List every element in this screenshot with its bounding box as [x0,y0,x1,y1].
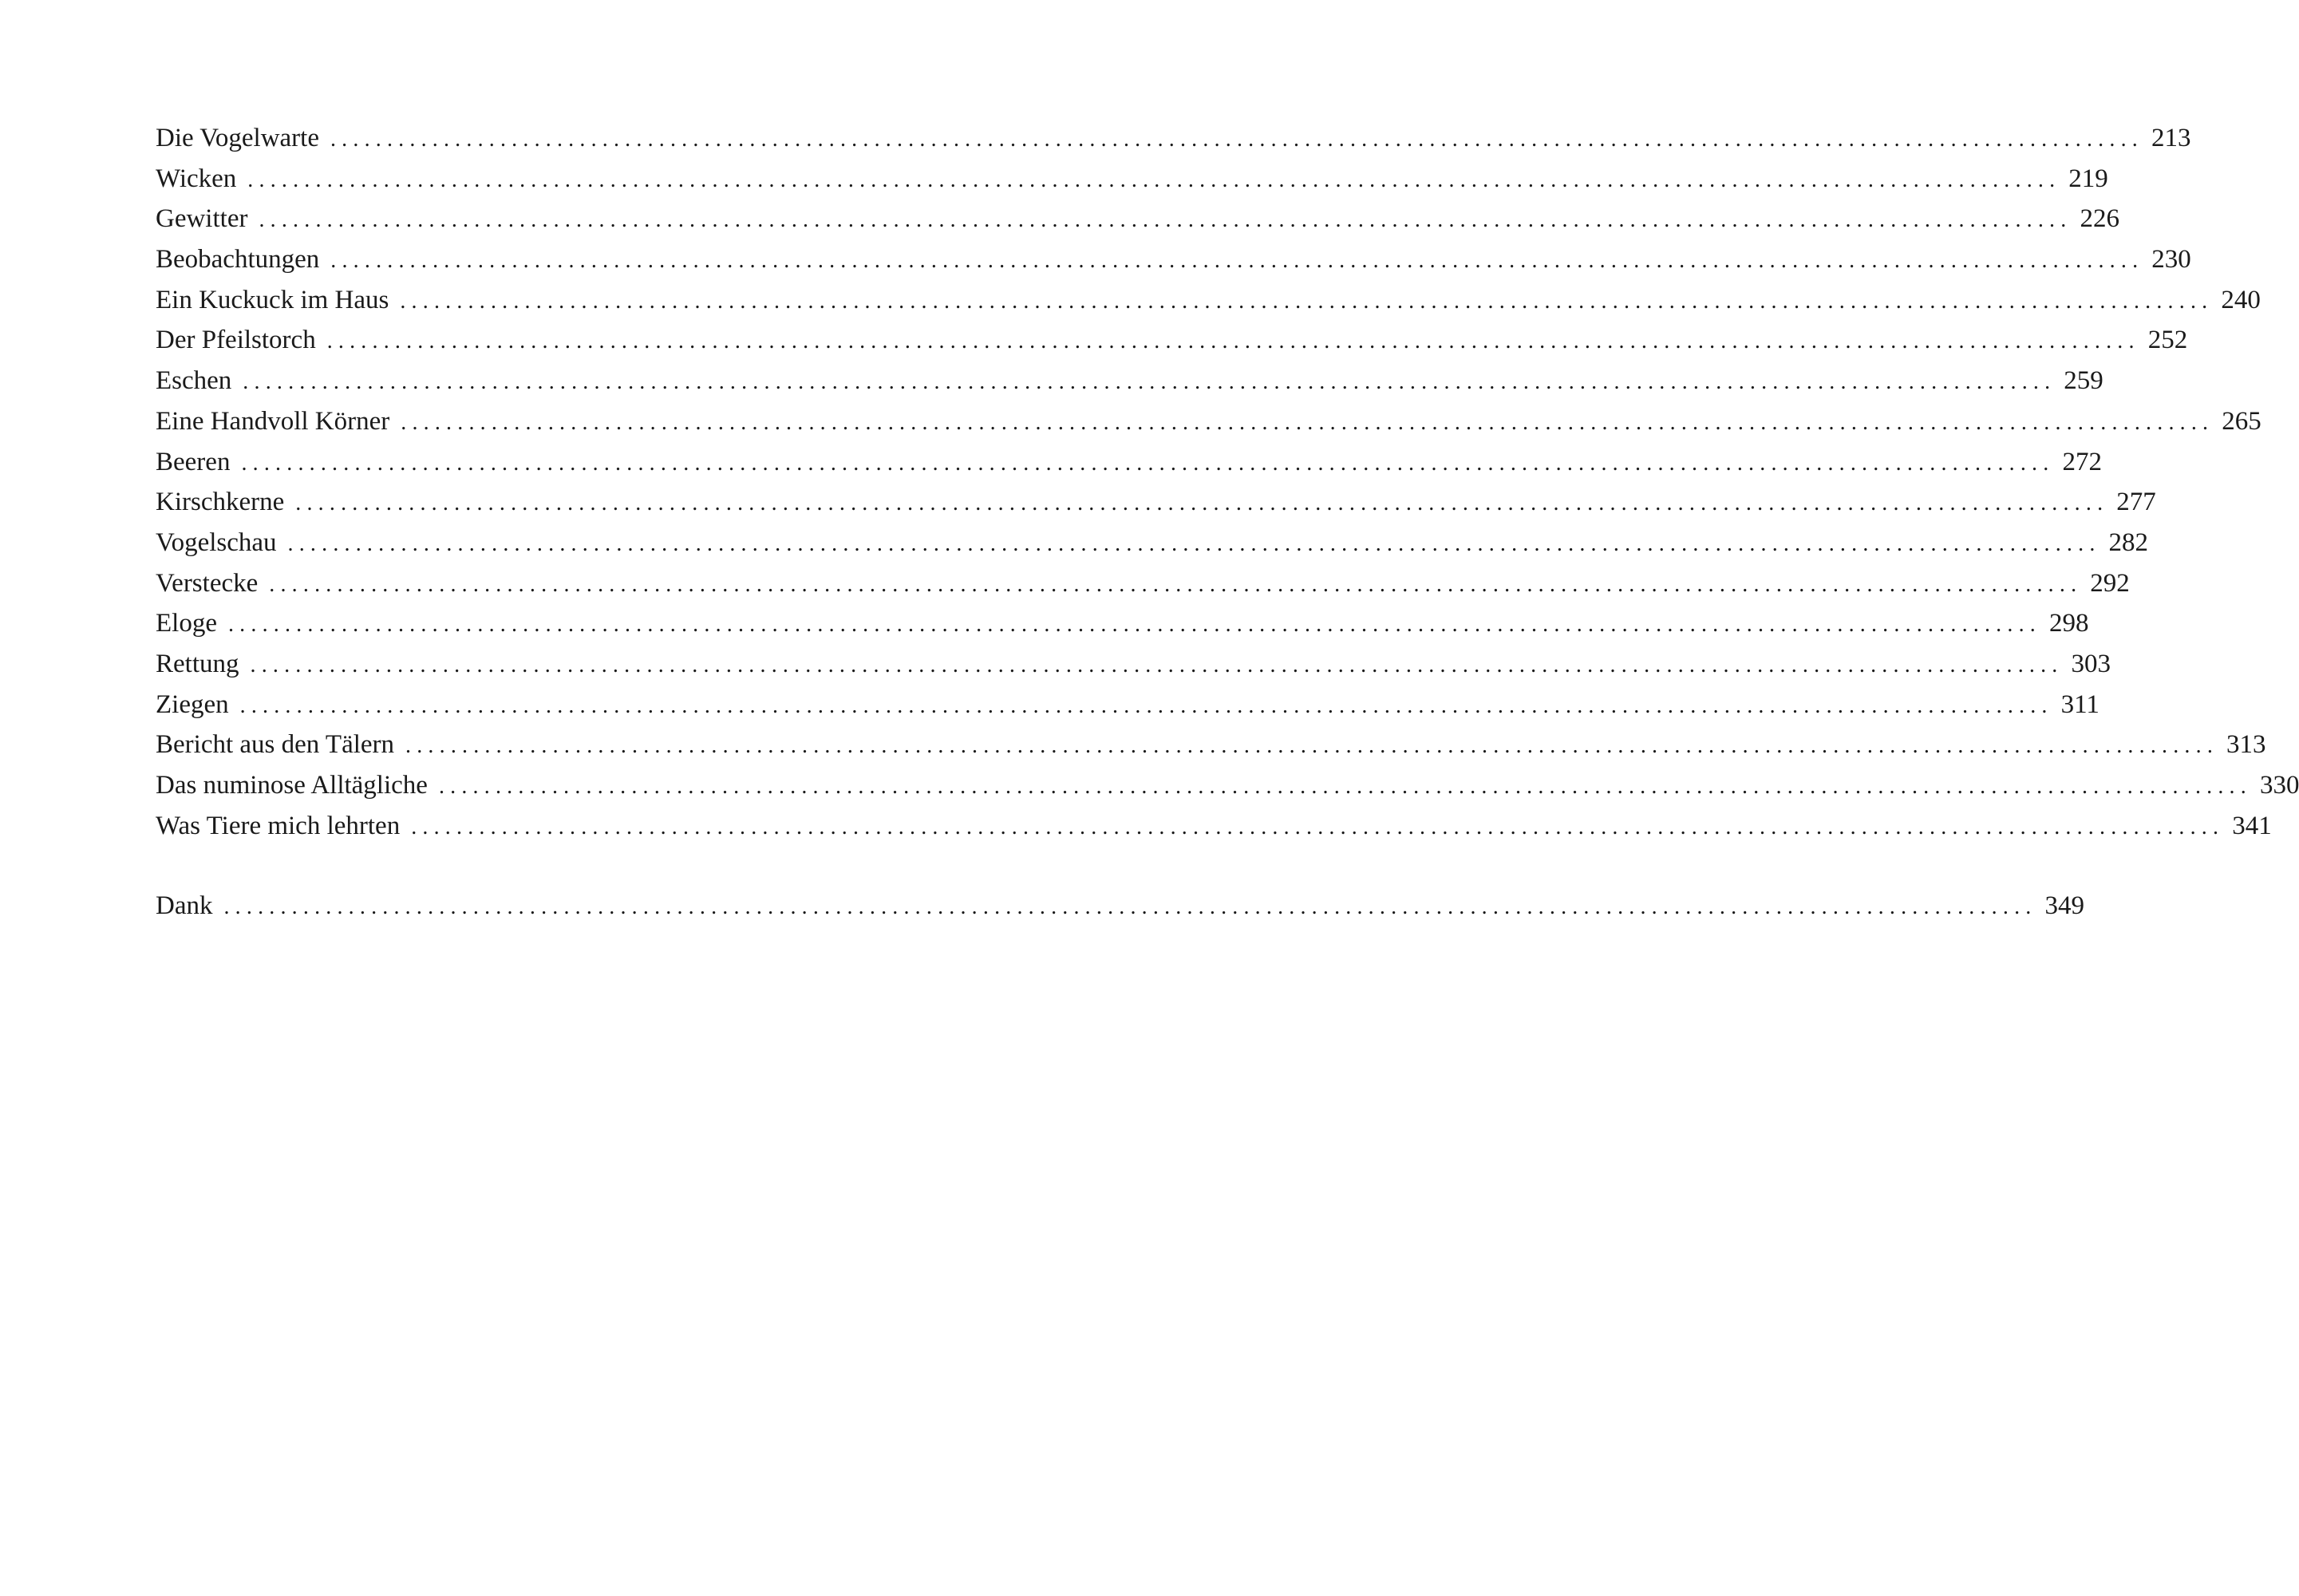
dot-leader: ................................................................................................................................................................ [287,531,2101,556]
toc-entry-page: 226 [2080,204,2119,234]
dot-leader: ................................................................................................................................................................ [295,491,2109,516]
toc-entry-page: 292 [2090,568,2130,598]
dot-leader: ................................................................................................................................................................ [223,895,2037,920]
toc-entry-back-matter[interactable] [156,886,2084,926]
toc-entry-page: 282 [2108,527,2149,557]
toc-entry-title: Gewitter [156,204,248,234]
table-of-contents [156,118,2299,926]
toc-entry-title: Dank [156,891,213,921]
toc-entry[interactable] [156,563,2130,604]
dot-leader: ................................................................................................................................................................ [330,248,2144,274]
toc-entry[interactable] [156,320,2188,361]
toc-entry-page: 311 [2060,689,2100,719]
dot-leader: ................................................................................................................................................................ [411,814,2225,839]
dot-leader: ................................................................................................................................................................ [247,167,2061,192]
toc-entry-page: 313 [2226,730,2266,760]
toc-entry-title: Eloge [156,609,217,638]
toc-entry-page: 272 [2062,447,2102,476]
toc-entry-title: Der Pfeilstorch [156,326,316,355]
toc-entry[interactable] [156,765,2299,806]
dot-leader: ................................................................................................................................................................ [438,774,2252,799]
toc-entry-title: Ein Kuckuck im Haus [156,285,389,314]
toc-entry-title: Wicken [156,164,237,193]
toc-entry[interactable] [156,644,2111,685]
toc-entry-page: 213 [2151,124,2191,152]
toc-entry[interactable] [156,280,2261,321]
toc-entry-title: Verstecke [156,568,259,598]
toc-entry-page: 265 [2222,406,2261,436]
toc-entry[interactable] [156,806,2272,847]
toc-entry-title: Vogelschau [156,527,277,557]
dot-leader: ................................................................................................................................................................ [250,652,2064,678]
dot-leader: ................................................................................................................................................................ [330,127,2143,152]
dot-leader: ................................................................................................................................................................ [239,693,2053,718]
toc-entry[interactable] [156,361,2103,401]
toc-entry[interactable] [156,401,2261,442]
toc-entry[interactable] [156,239,2191,280]
dot-leader: ................................................................................................................................................................ [227,612,2041,638]
toc-entry-page: 259 [2064,366,2103,396]
toc-entry[interactable] [156,603,2089,644]
toc-entry-title: Bericht aus den Tälern [156,730,395,760]
toc-entry-title: Was Tiere mich lehrten [156,811,401,840]
toc-entry-title: Eine Handvoll Körner [156,406,390,436]
toc-entry-page: 219 [2068,164,2108,193]
toc-entry-page: 303 [2071,649,2111,678]
toc-entry[interactable] [156,685,2100,725]
toc-entry-page: 277 [2116,488,2156,517]
dot-leader: ................................................................................................................................................................ [241,450,2055,476]
toc-entry[interactable] [156,523,2149,563]
dot-leader: ................................................................................................................................................................ [401,409,2214,435]
toc-entry-title: Die Vogelwarte [156,124,319,152]
toc-entry-title: Beeren [156,447,231,476]
toc-entry-page: 252 [2147,326,2188,355]
toc-entry-page: 298 [2048,609,2089,638]
toc-entry-title: Rettung [156,649,239,678]
toc-entry-page: 230 [2151,245,2191,275]
toc-entry-page: 341 [2232,811,2272,840]
toc-entry-title: Beobachtungen [156,245,320,275]
dot-leader: ................................................................................................................................................................ [243,369,2056,395]
toc-entry[interactable] [156,118,2191,159]
toc-entry[interactable] [156,442,2102,483]
toc-entry-title: Eschen [156,366,232,396]
toc-entry-page: 240 [2221,285,2261,314]
toc-entry[interactable] [156,159,2108,200]
toc-entry[interactable] [156,482,2156,523]
dot-leader: ................................................................................................................................................................ [259,207,2072,233]
dot-leader: ................................................................................................................................................................ [400,288,2214,314]
toc-entry-title: Kirschkerne [156,488,285,517]
toc-entry-page: 349 [2044,891,2084,921]
dot-leader: ................................................................................................................................................................ [405,733,2219,759]
dot-leader: ................................................................................................................................................................ [269,571,2083,597]
toc-entry[interactable] [156,725,2266,765]
toc-entry-page: 330 [2259,771,2299,800]
toc-entry[interactable] [156,199,2119,239]
toc-entry-title: Das numinose Alltägliche [156,771,428,800]
dot-leader: ................................................................................................................................................................ [326,329,2140,354]
toc-entry-title: Ziegen [156,689,229,719]
